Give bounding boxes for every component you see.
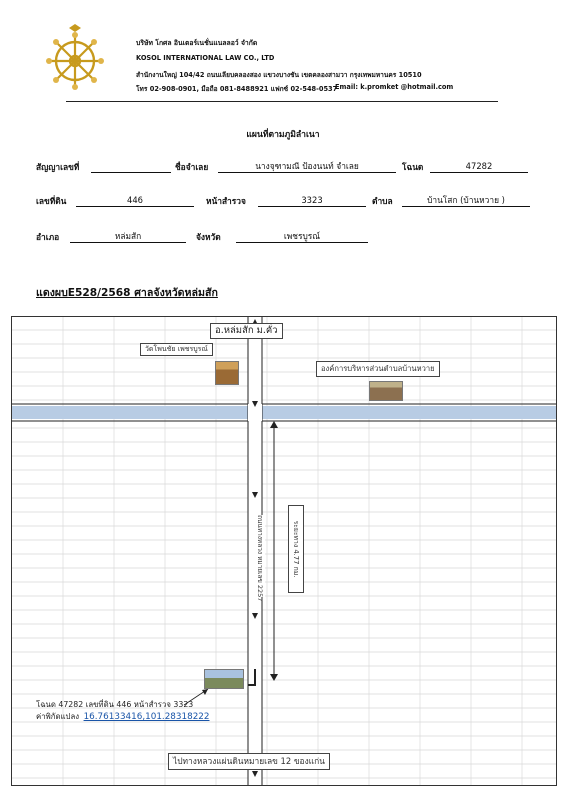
header-divider <box>66 101 498 102</box>
road-label <box>255 515 265 602</box>
land-no-value: 446 <box>76 194 194 207</box>
distance-label-text: ระยะทาง 4.77 กม. <box>292 520 300 578</box>
location-map <box>11 316 557 786</box>
company-logo-icon <box>44 24 106 94</box>
coords-row <box>36 711 210 723</box>
case-title: แดงผบE528/2568 ศาลจังหวัดหล่มสัก <box>36 287 218 299</box>
company-name-th: บริษัท โกศล อินเตอร์เนชั่นแนลลอว์ จำกัด <box>136 39 258 47</box>
document-title: แผนที่ตามภูมิลำเนา <box>246 130 320 140</box>
temple-icon <box>215 361 239 385</box>
survey-label: หน้าสำรวจ <box>206 196 246 206</box>
province-value: เพชรบูรณ์ <box>236 230 368 243</box>
company-email: Email: k.promket @hotmail.com <box>335 83 454 91</box>
company-contact: โทร 02-908-0901, มือถือ 081-8488921 แฟกซ์ 02-548-0537 <box>136 85 338 93</box>
road-label-text: ถนนทางหลวง หมายเลข 2257 <box>256 515 264 602</box>
province-label: จังหวัด <box>196 232 221 242</box>
company-address: สำนักงานใหญ่ 104/42 ถนนเลียบคลองสอง แขวงบางชัน เขตคลองสามวา กรุงเทพมหานคร 10510 <box>136 71 422 79</box>
defendant-label: ชื่อจำเลย <box>175 162 209 172</box>
coords-link[interactable]: 16.76133416,101.28318222 <box>83 712 210 722</box>
defendant-value: นางจุฑามณี ป้องนนท์ จำเลย <box>218 160 396 173</box>
sao-label: องค์การบริหารส่วนตำบลบ้านหวาย <box>316 361 440 377</box>
company-name-en: KOSOL INTERNATIONAL LAW CO., LTD <box>136 54 275 62</box>
subdistrict-label: ตำบล <box>372 196 393 206</box>
contract-label: สัญญาเลขที่ <box>36 162 80 172</box>
property-photo-icon <box>204 669 244 689</box>
deed-value: 47282 <box>430 160 528 173</box>
district-label: อำเภอ <box>36 232 60 242</box>
contract-value <box>91 160 171 173</box>
land-no-label: เลขที่ดิน <box>36 196 67 206</box>
deed-label: โฉนด <box>402 162 424 172</box>
main-road-fill <box>12 406 556 419</box>
north-label: อ.หล่มสัก ม.คั่ว <box>210 323 283 339</box>
survey-value: 3323 <box>258 194 366 207</box>
sao-building-icon <box>369 381 403 401</box>
distance-label <box>288 505 304 593</box>
property-deed-info: โฉนด 47282 เลขที่ดิน 446 หน้าสำรวจ 3323 <box>36 700 194 709</box>
district-value: หล่มสัก <box>70 230 186 243</box>
bottom-direction-label: ไปทางหลวงแผ่นดินหมายเลข 12 ของแก่น <box>168 753 330 770</box>
subdistrict-value: บ้านโสก (บ้านหวาย ) <box>402 194 530 207</box>
coords-prefix: ค่าพิกัดแปลง <box>36 712 80 721</box>
temple-label: วัดโพนชัย เพชรบูรณ์ <box>140 343 213 356</box>
